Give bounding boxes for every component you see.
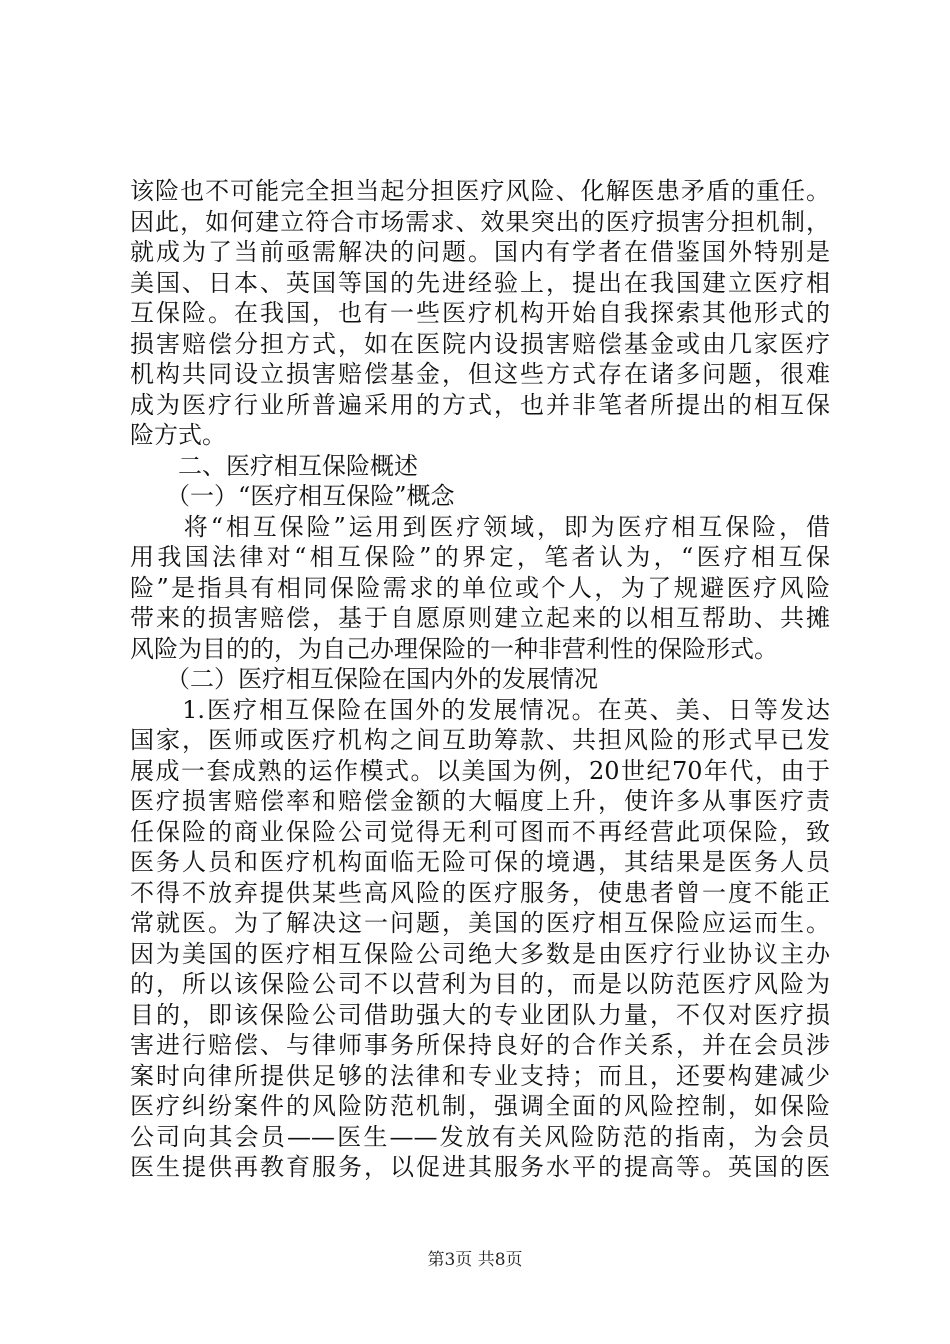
- body-line: 不得不放弃提供某些高风险的医疗服务，使患者曾一度不能正: [130, 878, 830, 907]
- body-line: 医务人员和医疗机构面临无险可保的境遇，其结果是医务人员: [130, 848, 830, 876]
- body-line: 害进行赔偿、与律师事务所保持良好的合作关系，并在会员涉: [130, 1031, 830, 1059]
- body-line: 将“相互保险”运用到医疗领域，即为医疗相互保险，借: [130, 512, 830, 541]
- body-line: 目的，即该保险公司借助强大的专业团队力量，不仅对医疗损: [130, 1000, 830, 1029]
- section-heading: 二、医疗相互保险概述: [130, 451, 418, 480]
- body-line: 因此，如何建立符合市场需求、效果突出的医疗损害分担机制，: [130, 207, 830, 236]
- body-line: 就成为了当前亟需解决的问题。国内有学者在借鉴国外特别是: [130, 238, 830, 266]
- body-line: 成为医疗行业所普遍采用的方式，也并非笔者所提出的相互保: [130, 390, 830, 419]
- body-line: 机构共同设立损害赔偿基金，但这些方式存在诸多问题，很难: [130, 360, 830, 388]
- document-body: [130, 176, 830, 1183]
- body-line: 的，所以该保险公司不以营利为目的，而是以防范医疗风险为: [130, 970, 830, 998]
- body-line: 医疗损害赔偿率和赔偿金额的大幅度上升，使许多从事医疗责: [130, 787, 830, 815]
- body-line: 美国、日本、英国等国的先进经验上，提出在我国建立医疗相: [130, 268, 830, 297]
- body-line: 1.医疗相互保险在国外的发展情况。在英、美、日等发达: [130, 695, 830, 724]
- body-line: 该险也不可能完全担当起分担医疗风险、化解医患矛盾的重任。: [130, 177, 830, 205]
- body-line: 常就医。为了解决这一问题，美国的医疗相互保险应运而生。: [130, 909, 830, 937]
- body-line: 公司向其会员——医生——发放有关风险防范的指南，为会员: [130, 1122, 830, 1151]
- body-line: 因为美国的医疗相互保险公司绝大多数是由医疗行业协议主办: [130, 939, 830, 968]
- body-line: 带来的损害赔偿，基于自愿原则建立起来的以相互帮助、共摊: [130, 604, 830, 632]
- page-number-footer: 第3页 共8页: [427, 1250, 523, 1270]
- body-line: 案时向律所提供足够的法律和专业支持；而且，还要构建减少: [130, 1061, 830, 1090]
- body-line: 医生提供再教育服务，以促进其服务水平的提高等。英国的医: [130, 1153, 830, 1181]
- body-line: 风险为目的的，为自己办理保险的一种非营利性的保险形式。: [130, 634, 778, 663]
- body-line: 互保险。在我国，也有一些医疗机构开始自我探索其他形式的: [130, 299, 830, 327]
- body-line: 医疗纠纷案件的风险防范机制，强调全面的风险控制，如保险: [130, 1092, 830, 1120]
- body-line: 任保险的商业保险公司觉得无利可图而不再经营此项保险，致: [130, 817, 830, 846]
- subsection-heading: （一）“医疗相互保险”概念: [130, 482, 455, 510]
- body-line: 损害赔偿分担方式，如在医院内设损害赔偿基金或由几家医疗: [130, 329, 830, 358]
- body-line: 展成一套成熟的运作模式。以美国为例，20世纪70年代，由于: [130, 756, 830, 785]
- body-line: 国家，医师或医疗机构之间互助筹款、共担风险的形式早已发: [130, 726, 830, 754]
- subsection-heading: （二）医疗相互保险在国内外的发展情况: [130, 665, 598, 693]
- body-line: 用我国法律对“相互保险”的界定，笔者认为，“医疗相互保: [130, 543, 830, 571]
- body-line: 险”是指具有相同保险需求的单位或个人，为了规避医疗风险: [130, 573, 830, 602]
- body-line: 险方式。: [130, 421, 226, 449]
